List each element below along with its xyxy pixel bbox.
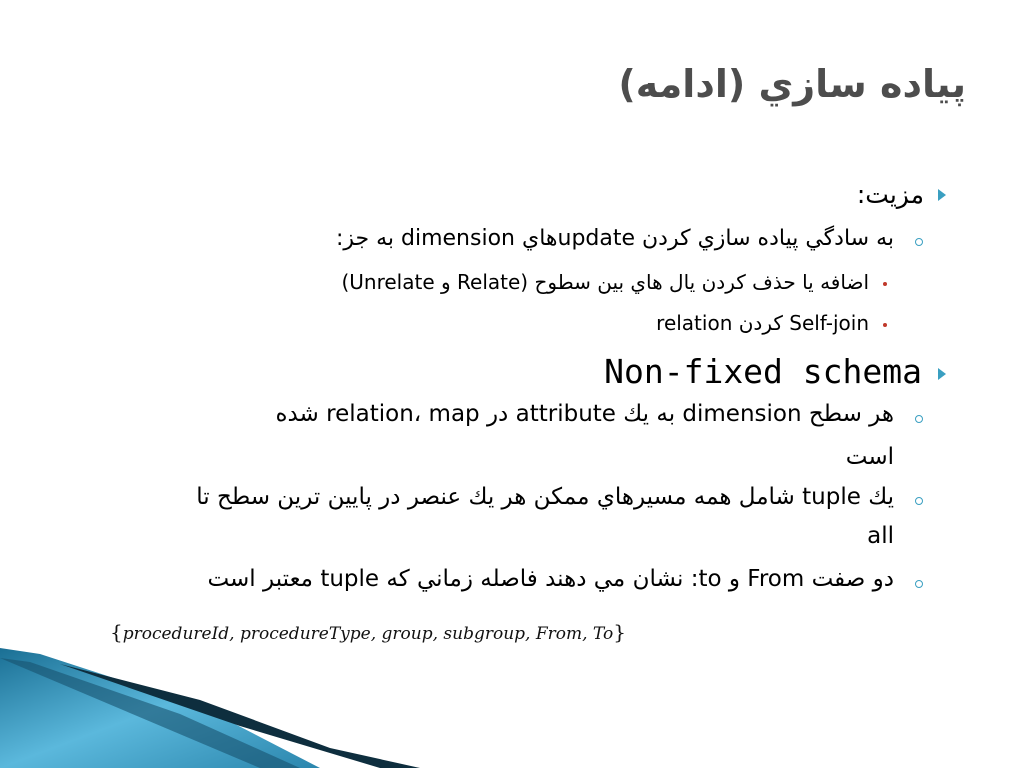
sub-bullet-update: به سادگي پياده سازي كردن updateهاي dimension به جز: <box>335 226 894 251</box>
circle-bullet-icon <box>915 238 923 246</box>
page-title: پياده سازي (ادامه) <box>618 62 966 106</box>
circle-bullet-icon <box>915 415 923 423</box>
sub-bullet-tuple-b: all <box>867 523 894 549</box>
decorative-corner-graphic <box>0 648 420 768</box>
sub-bullet-tuple-a: يك tuple شامل همه مسيرهاي ممكن هر يك عنصر در پايين ترين سطح تا <box>196 484 894 510</box>
bullet-advantage: مزيت: <box>856 180 924 209</box>
sub-sub-bullet-selfjoin: Self-join كردن relation <box>656 311 869 335</box>
dot-bullet-icon <box>883 323 887 327</box>
circle-bullet-icon <box>915 497 923 505</box>
triangle-bullet-icon <box>938 368 946 380</box>
bullet-non-fixed-schema: Non-fixed schema <box>604 352 922 391</box>
formula-open-brace: { <box>110 620 123 644</box>
triangle-bullet-icon <box>938 189 946 201</box>
sub-sub-bullet-relate: اضافه يا حذف كردن يال هاي بين سطوح (Relate و Unrelate) <box>341 270 869 294</box>
schema-formula <box>110 620 626 644</box>
sub-bullet-map-a: هر سطح dimension به يك attribute در relation، map شده <box>275 401 894 427</box>
circle-bullet-icon <box>915 580 923 588</box>
dot-bullet-icon <box>883 282 887 286</box>
sub-bullet-from-to: دو صفت From و to: نشان مي دهند فاصله زماني كه tuple معتبر است <box>207 566 894 592</box>
formula-close-brace: } <box>613 620 626 644</box>
sub-bullet-map-b: است <box>845 444 894 470</box>
formula-body: procedureId, procedureType, group, subgroup, From, To <box>122 624 614 644</box>
